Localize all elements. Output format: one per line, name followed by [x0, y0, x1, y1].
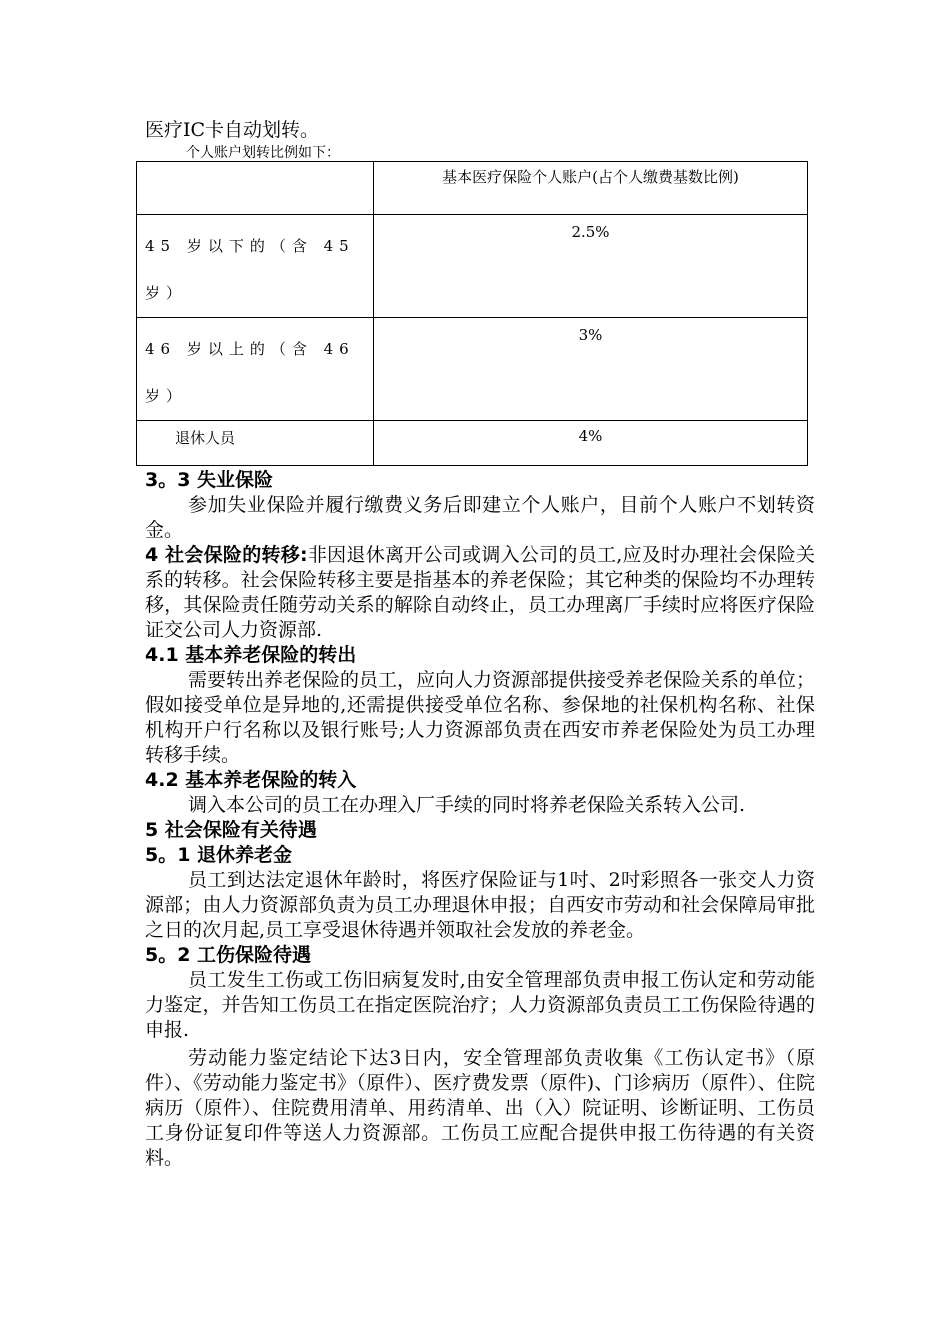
section-3-3-title: 3。3 失业保险 [145, 469, 274, 491]
age-label-line1: 45 岁以下的（含 45 [145, 237, 355, 255]
section-5-2-body-2: 劳动能力鉴定结论下达3日内，安全管理部负责收集《工伤认定书》（原件）、《劳动能力鉴定书》（原件）、医疗费发票（原件)、门诊病历（原件）、住院病历（原件）、住院费用清单、用药清单、出（入）院证明、诊断证明、工伤员工身份证复印件等送人力资源部。工伤员工应配合提供申报工伤待遇的有关资料。 [145, 1047, 815, 1169]
table-header-ratio: 基本医疗保险个人账户(占个人缴费基数比例) [374, 162, 808, 215]
section-4-1-title: 4.1 基本养老保险的转出 [145, 644, 357, 666]
section-4-1-body: 需要转出养老保险的员工，应向人力资源部提供接受养老保险关系的单位；假如接受单位是异地的,还需提供接受单位名称、参保地的社保机构名称、社保机构开户行名称以及银行账号;人力资源部负责在西安市养老保险处为员工办理转移手续。 [145, 669, 816, 766]
table-row [137, 215, 808, 318]
section-5-2-title: 5。2 工伤保险待遇 [145, 944, 312, 966]
table-row-value: 4% [374, 421, 808, 466]
age-label-line2: 岁） [145, 284, 188, 302]
section-4-body: 非因退休离开公司或调入公司的员工,应及时办理社会保险关系的转移。社会保险转移主要是指基本的养老保险；其它种类的保险均不办理转移，其保险责任随劳动关系的解除自动终止，员工办理离厂手续时应将医疗保险证交公司人力资源部. [145, 544, 815, 641]
table-row [137, 421, 808, 466]
age-label-line1: 46 岁以上的（含 46 [145, 340, 355, 358]
table-caption: 个人账户划转比例如下： [186, 145, 340, 161]
section-5-2-body-1: 员工发生工伤或工伤旧病复发时,由安全管理部负责申报工伤认定和劳动能力鉴定，并告知工伤员工在指定医院治疗；人力资源部负责员工工伤保险待遇的申报. [145, 969, 815, 1041]
section-5-1-body: 员工到达法定退休年龄时，将医疗保险证与1吋、2吋彩照各一张交人力资源部；由人力资源部负责为员工办理退休申报；自西安市劳动和社会保障局审批之日的次月起,员工享受退休待遇并领取社会发放的养老金。 [145, 869, 815, 941]
section-3-3-body: 参加失业保险并履行缴费义务后即建立个人账户，目前个人账户不划转资金。 [145, 494, 815, 541]
table-header-row [137, 162, 808, 215]
table-row-value: 2.5% [374, 215, 808, 318]
section-4-title: 4 社会保险的转移: [145, 544, 308, 566]
table-row-label [137, 215, 374, 318]
table-row [137, 318, 808, 421]
age-label-line2: 岁） [145, 387, 188, 405]
section-5-1-title: 5。1 退休养老金 [145, 844, 293, 866]
paragraph-top-line: 医疗IC卡自动划转。 [145, 119, 320, 141]
table-header-empty [137, 162, 374, 215]
section-5-title: 5 社会保险有关待遇 [145, 819, 317, 841]
table-row-label: 退休人员 [137, 421, 374, 466]
table-row-label [137, 318, 374, 421]
section-4-paragraph [145, 543, 815, 643]
document-page [145, 118, 815, 1171]
section-4-2-body: 调入本公司的员工在办理入厂手续的同时将养老保险关系转入公司. [188, 794, 746, 816]
account-ratio-table [136, 161, 808, 466]
section-4-2-title: 4.2 基本养老保险的转入 [145, 769, 357, 791]
table-row-value: 3% [374, 318, 808, 421]
